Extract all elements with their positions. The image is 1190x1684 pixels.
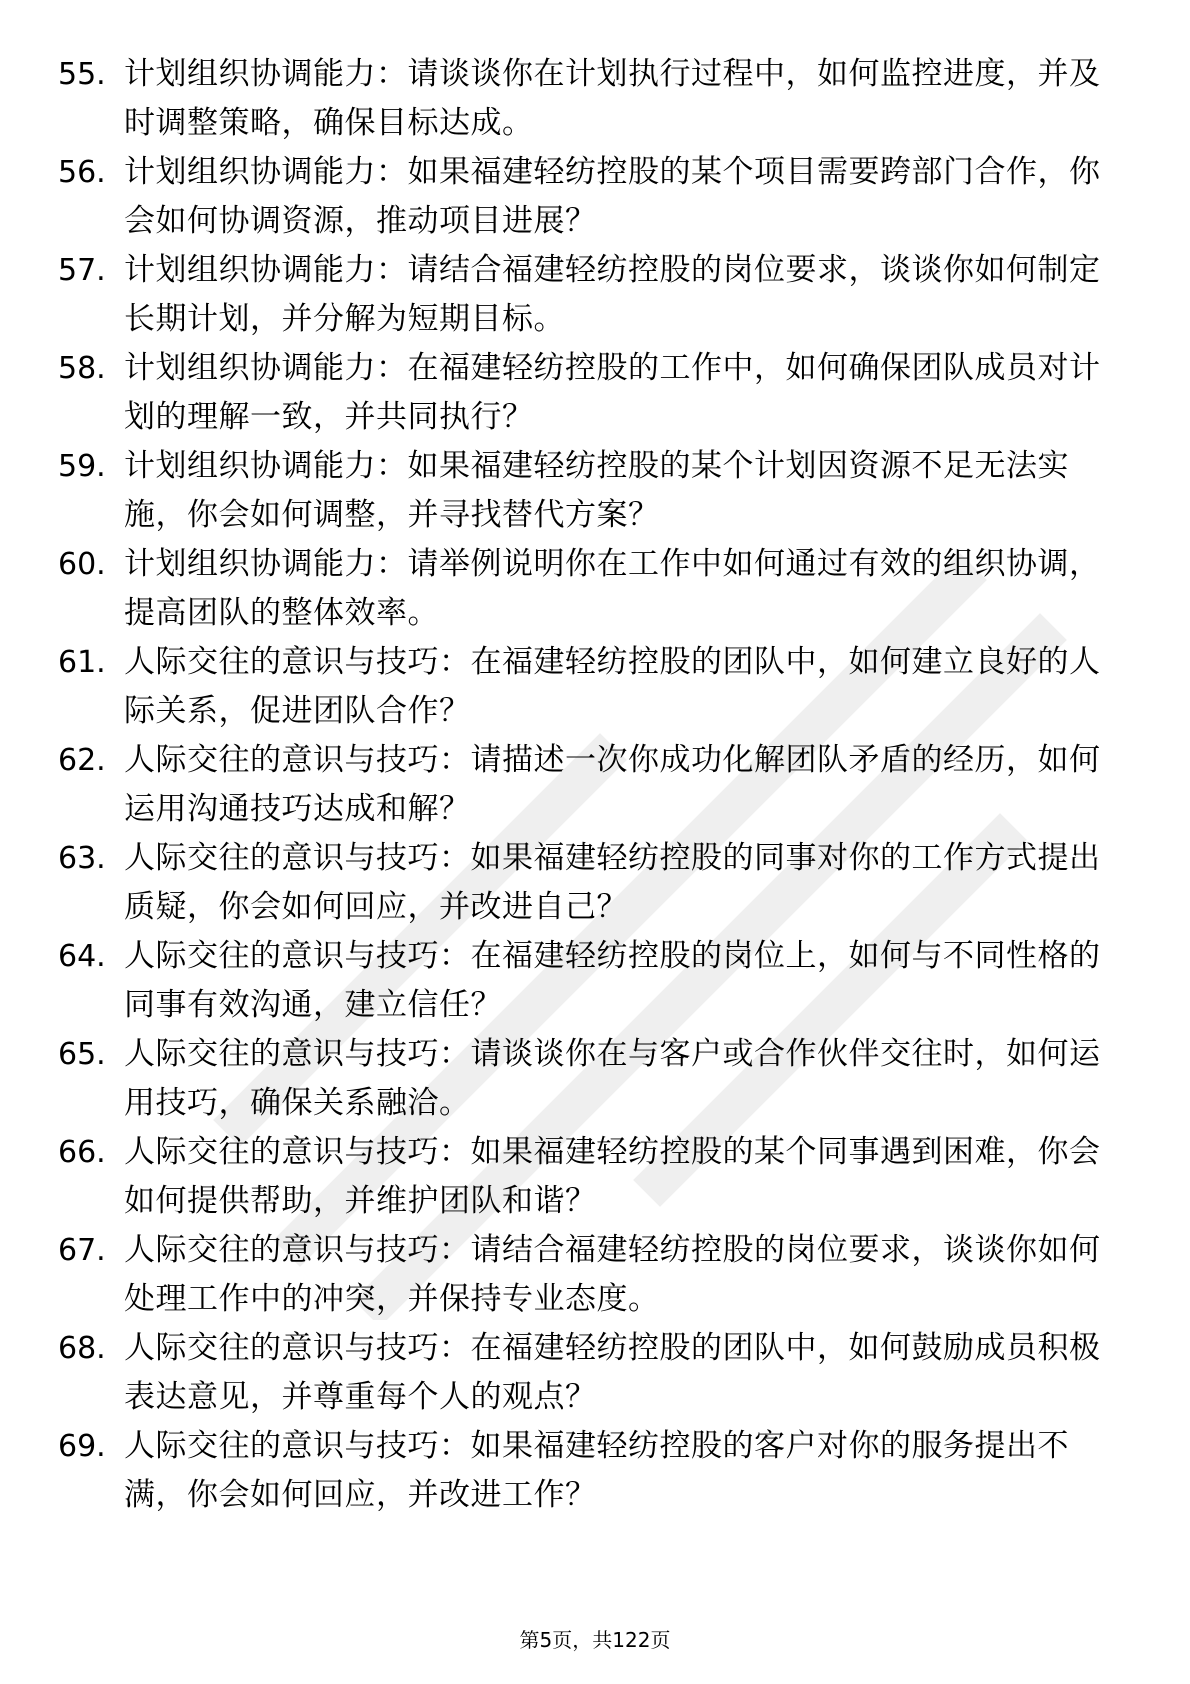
list-item — [58, 1422, 1118, 1520]
question-number: 66. — [58, 1135, 106, 1170]
list-item — [58, 442, 1118, 540]
question-text: 计划组织协调能力：请结合福建轻纺控股的岗位要求，谈谈你如何制定长期计划，并分解为短期目标。 — [124, 252, 1101, 337]
page-number-footer: 第5页，共122页 — [519, 1628, 671, 1652]
question-text: 计划组织协调能力：在福建轻纺控股的工作中，如何确保团队成员对计划的理解一致，并共同执行？ — [124, 350, 1101, 435]
list-item — [58, 1128, 1118, 1226]
question-text: 人际交往的意识与技巧：请谈谈你在与客户或合作伙伴交往时，如何运用技巧，确保关系融洽。 — [124, 1036, 1101, 1121]
list-item — [58, 344, 1118, 442]
list-item — [58, 638, 1118, 736]
question-text: 人际交往的意识与技巧：在福建轻纺控股的岗位上，如何与不同性格的同事有效沟通，建立信任？ — [124, 938, 1101, 1023]
question-number: 62. — [58, 743, 106, 778]
question-text: 人际交往的意识与技巧：在福建轻纺控股的团队中，如何鼓励成员积极表达意见，并尊重每个人的观点？ — [124, 1330, 1101, 1415]
question-number: 60. — [58, 547, 106, 582]
question-number: 65. — [58, 1037, 106, 1072]
question-number: 56. — [58, 155, 106, 190]
question-number: 67. — [58, 1233, 106, 1268]
list-item — [58, 148, 1118, 246]
question-number: 57. — [58, 253, 106, 288]
question-number: 68. — [58, 1331, 106, 1366]
list-item — [58, 932, 1118, 1030]
list-item — [58, 246, 1118, 344]
list-item — [58, 736, 1118, 834]
question-number: 59. — [58, 449, 106, 484]
question-list — [58, 50, 1118, 1520]
list-item — [58, 1226, 1118, 1324]
list-item — [58, 540, 1118, 638]
list-item — [58, 1324, 1118, 1422]
question-text: 人际交往的意识与技巧：在福建轻纺控股的团队中，如何建立良好的人际关系，促进团队合作？ — [124, 644, 1101, 729]
list-item — [58, 50, 1118, 148]
question-text: 人际交往的意识与技巧：如果福建轻纺控股的同事对你的工作方式提出质疑，你会如何回应，并改进自己？ — [124, 840, 1101, 925]
question-number: 58. — [58, 351, 106, 386]
list-item — [58, 1030, 1118, 1128]
question-text: 计划组织协调能力：如果福建轻纺控股的某个计划因资源不足无法实施，你会如何调整，并寻找替代方案？ — [124, 448, 1069, 533]
question-text: 人际交往的意识与技巧：如果福建轻纺控股的客户对你的服务提出不满，你会如何回应，并改进工作？ — [124, 1428, 1069, 1513]
question-number: 69. — [58, 1429, 106, 1464]
question-number: 55. — [58, 57, 106, 92]
question-text: 人际交往的意识与技巧：请描述一次你成功化解团队矛盾的经历，如何运用沟通技巧达成和解？ — [124, 742, 1101, 827]
question-text: 计划组织协调能力：如果福建轻纺控股的某个项目需要跨部门合作，你会如何协调资源，推动项目进展？ — [124, 154, 1101, 239]
question-number: 61. — [58, 645, 106, 680]
list-item — [58, 834, 1118, 932]
question-number: 63. — [58, 841, 106, 876]
question-text: 计划组织协调能力：请举例说明你在工作中如何通过有效的组织协调，提高团队的整体效率。 — [124, 546, 1101, 631]
question-text: 人际交往的意识与技巧：请结合福建轻纺控股的岗位要求，谈谈你如何处理工作中的冲突，并保持专业态度。 — [124, 1232, 1101, 1317]
question-text: 人际交往的意识与技巧：如果福建轻纺控股的某个同事遇到困难，你会如何提供帮助，并维护团队和谐？ — [124, 1134, 1101, 1219]
question-number: 64. — [58, 939, 106, 974]
question-text: 计划组织协调能力：请谈谈你在计划执行过程中，如何监控进度，并及时调整策略，确保目标达成。 — [124, 56, 1101, 141]
